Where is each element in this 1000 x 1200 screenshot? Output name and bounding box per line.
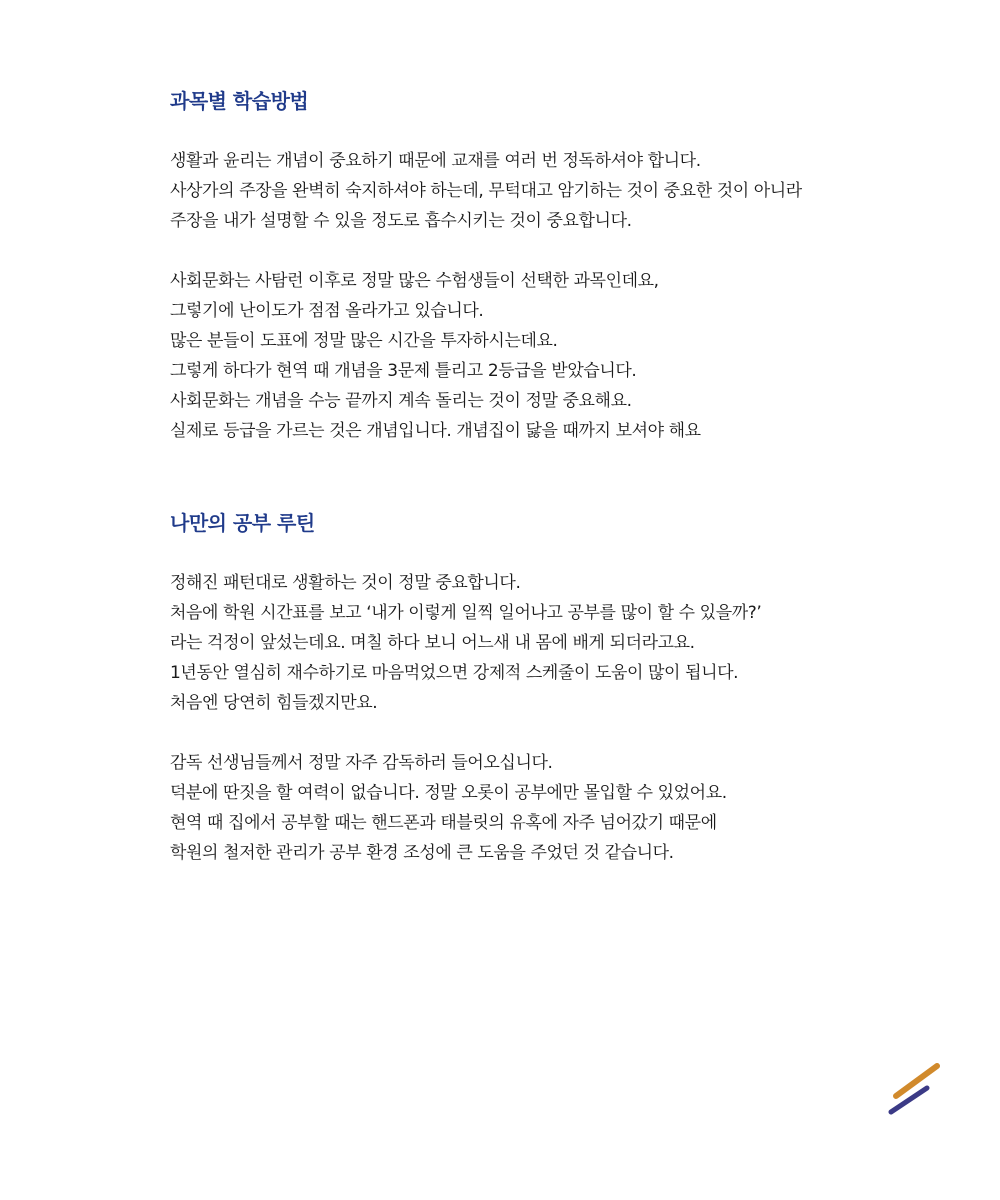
text-line: 학원의 철저한 관리가 공부 환경 조성에 큰 도움을 주었던 것 같습니다.: [170, 843, 674, 863]
double-slash-logo-icon: [880, 1055, 950, 1125]
text-line: 1년동안 열심히 재수하기로 마음먹었으면 강제적 스케줄이 도움이 많이 됩니다.: [170, 663, 739, 683]
section-title: 나만의 공부 루틴: [170, 511, 315, 535]
text-line: 사회문화는 개념을 수능 끝까지 계속 돌리는 것이 정말 중요해요.: [170, 391, 632, 411]
text-line: 사상가의 주장을 완벽히 숙지하셔야 하는데, 무턱대고 암기하는 것이 중요한 것이 아니라: [170, 181, 802, 201]
text-line: 처음에 학원 시간표를 보고 ‘내가 이렇게 일찍 일어나고 공부를 많이 할 수 있을까?’: [170, 603, 762, 623]
logo-stroke-top: [896, 1066, 937, 1096]
text-line: 주장을 내가 설명할 수 있을 정도로 흡수시키는 것이 중요합니다.: [170, 211, 632, 231]
text-line: 그렇기에 난이도가 점점 올라가고 있습니다.: [170, 301, 484, 321]
section-title: 과목별 학습방법: [170, 89, 309, 113]
section-study-methods: [170, 84, 950, 446]
text-line: 현역 때 집에서 공부할 때는 핸드폰과 태블릿의 유혹에 자주 넘어갔기 때문에: [170, 813, 717, 833]
text-line: 덕분에 딴짓을 할 여력이 없습니다. 정말 오롯이 공부에만 몰입할 수 있었어요.: [170, 783, 727, 803]
text-line: 처음엔 당연히 힘들겠지만요.: [170, 693, 378, 713]
text-line: 실제로 등급을 가르는 것은 개념입니다. 개념집이 닳을 때까지 보셔야 해요: [170, 421, 701, 441]
logo-stroke-bottom: [891, 1088, 927, 1112]
text-line: 사회문화는 사탐런 이후로 정말 많은 수험생들이 선택한 과목인데요,: [170, 271, 659, 291]
text-line: 그렇게 하다가 현역 때 개념을 3문제 틀리고 2등급을 받았습니다.: [170, 361, 637, 381]
paragraph: [170, 748, 950, 868]
paragraph: [170, 146, 950, 236]
text-line: 라는 걱정이 앞섰는데요. 며칠 하다 보니 어느새 내 몸에 배게 되더라고요.: [170, 633, 695, 653]
text-line: 감독 선생님들께서 정말 자주 감독하러 들어오십니다.: [170, 753, 553, 773]
paragraph: [170, 568, 950, 718]
text-line: 정해진 패턴대로 생활하는 것이 정말 중요합니다.: [170, 573, 521, 593]
paragraph: [170, 266, 950, 446]
section-study-routine: [170, 506, 950, 868]
document-content: [170, 80, 950, 868]
text-line: 많은 분들이 도표에 정말 많은 시간을 투자하시는데요.: [170, 331, 558, 351]
text-line: 생활과 윤리는 개념이 중요하기 때문에 교재를 여러 번 정독하셔야 합니다.: [170, 151, 701, 171]
